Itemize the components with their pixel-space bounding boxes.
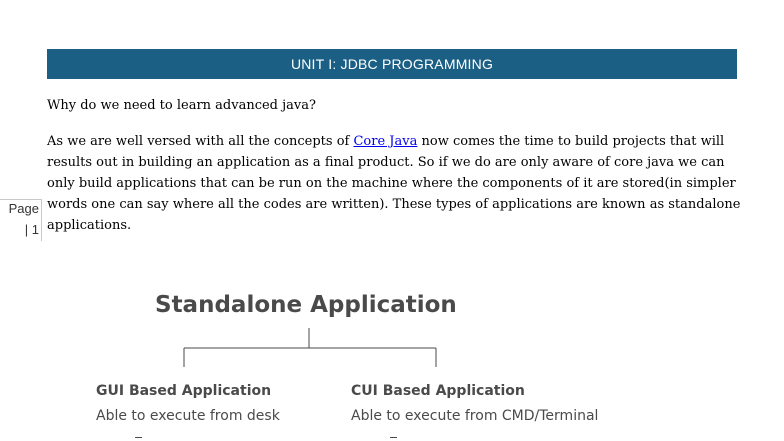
bullet-dash-right: [390, 437, 397, 438]
page-number: | 1: [24, 222, 39, 237]
gui-branch-title: GUI Based Application: [96, 383, 272, 399]
section-question: Why do we need to learn advanced java?: [47, 98, 316, 113]
page-label: Page: [8, 201, 39, 216]
cui-branch-description: Able to execute from CMD/Terminal: [351, 408, 599, 424]
core-java-link[interactable]: Core Java: [353, 134, 418, 149]
bullet-dash-left: [135, 437, 142, 438]
unit-header-bar: [47, 49, 737, 79]
paragraph-text-start: As we are well versed with all the concepts of: [47, 134, 354, 149]
unit-title: UNIT I: JDBC PROGRAMMING: [290, 56, 494, 72]
page-number-marker: [0, 199, 42, 241]
cui-branch-title: CUI Based Application: [351, 383, 525, 399]
standalone-diagram: [0, 280, 784, 441]
paragraph-text-end: now comes the time to build projects that will results out in building an application as a final product. So if we do are only aware of core java we can only build applications that can be run on the machine where the components of it are stored(in simpler words one can say where all the codes are written). These types of applications are known as standalone applications.: [47, 134, 741, 233]
diagram-title: Standalone Application: [155, 292, 457, 318]
gui-branch-description: Able to execute from desk: [96, 408, 280, 424]
intro-paragraph: [47, 131, 747, 236]
